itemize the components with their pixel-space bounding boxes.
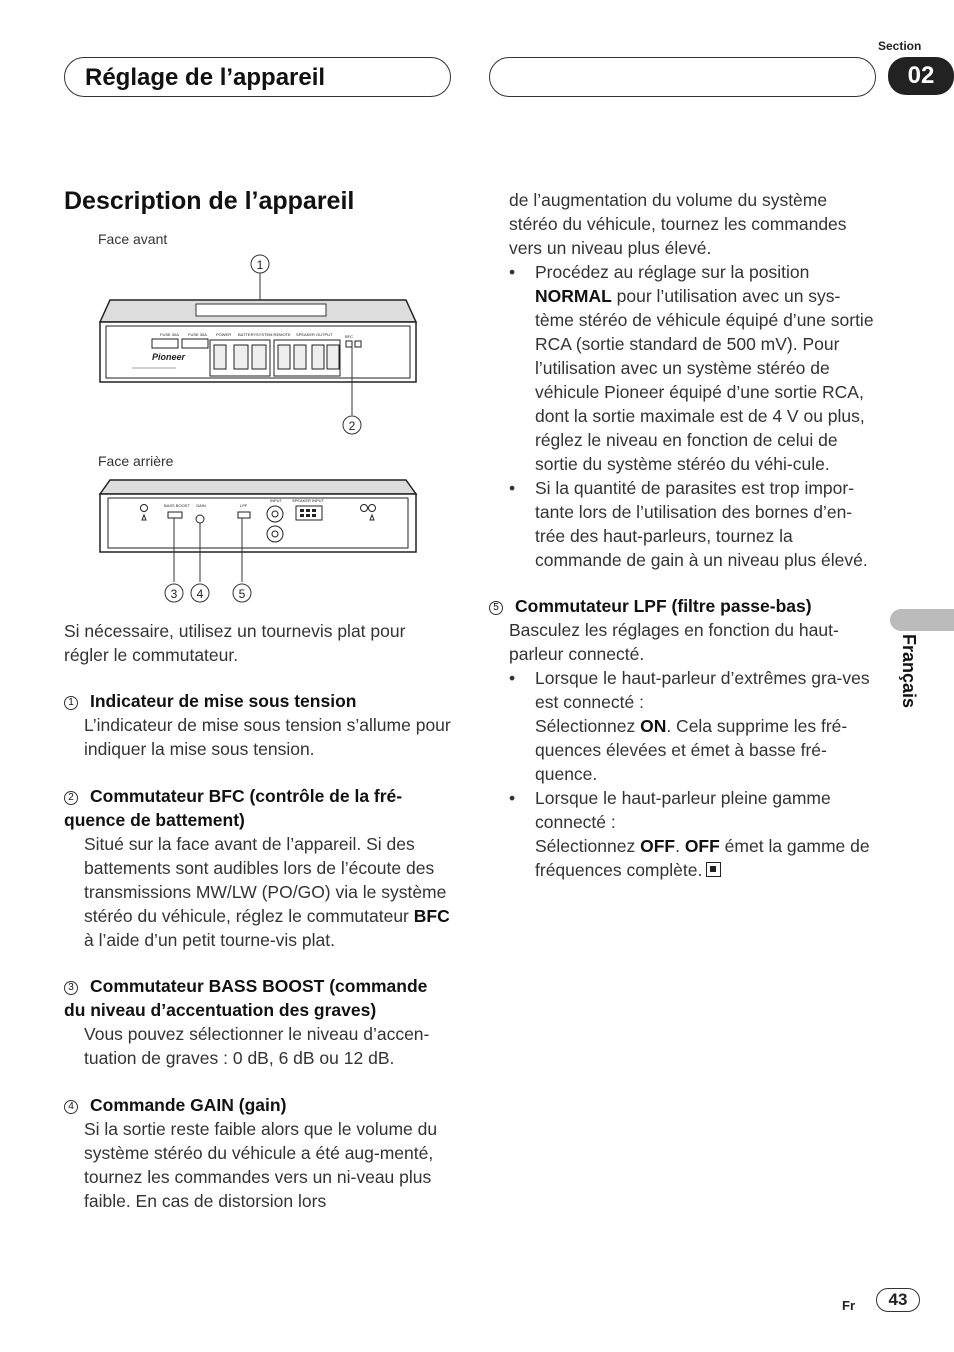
svg-text:3: 3 <box>170 587 178 601</box>
svg-text:Pioneer: Pioneer <box>152 352 186 362</box>
item-3: 3 Commutateur BASS BOOST (commande du niveau d’accentuation des graves) Vous pouvez sélectionner le niveau d’accen-tuation de graves : 0 dB, 6 dB ou 12 dB. <box>64 974 452 1070</box>
footer-lang-code: Fr <box>842 1298 855 1313</box>
amplifier-rear-illustration <box>96 472 426 612</box>
item-4-heading: Commande GAIN (gain) <box>90 1095 287 1115</box>
item-3-heading: Commutateur BASS BOOST (commande du niveau d’accentuation des graves) <box>64 976 428 1020</box>
language-tab <box>890 609 954 631</box>
section-label: Section <box>878 39 922 53</box>
item-5-heading: Commutateur LPF (filtre passe-bas) <box>515 596 812 616</box>
svg-text:BFC: BFC <box>345 334 353 339</box>
page-number: 43 <box>876 1288 920 1312</box>
svg-text:SPEAKER INPUT: SPEAKER INPUT <box>292 498 325 503</box>
page-title: Description de l’appareil <box>64 187 355 215</box>
item-4: 4 Commande GAIN (gain) Si la sortie reste faible alors que le volume du système stéréo du véhicule a été aug-menté, tournez les commandes vers un ni-veau plus faible. En cas de distorsion lors <box>64 1093 452 1213</box>
item-1-text: L’indicateur de mise sous tension s’allume pour indiquer la mise sous tension. <box>84 715 451 759</box>
svg-text:5: 5 <box>238 587 246 601</box>
item-5-bullet-1: • Lorsque le haut-parleur d’extrêmes gra-ves est connecté : Sélectionnez ON. Cela supprime les fré-quences élevées et émet à basse fré-quence. <box>509 666 879 786</box>
svg-text:POWER: POWER <box>216 332 232 337</box>
item-3-text: Vous pouvez sélectionner le niveau d’accen-tuation de graves : 0 dB, 6 dB ou 12 dB. <box>84 1024 430 1068</box>
svg-text:LPF: LPF <box>240 503 248 508</box>
language-label: Français <box>899 634 919 709</box>
item-4-bullet-1: • Procédez au réglage sur la position NORMAL pour l’utilisation avec un sys-tème stéréo de véhicule équipé d’une sortie RCA (sortie standard de 500 mV). Pour l’utilisation avec un système stéréo de véhicule Pioneer équipé d’une sortie RCA, dont la sortie maximale est de 4 V ou plus, réglez le niveau en fonction de celui de sortie du système stéréo du véhi-cule. <box>509 260 879 476</box>
item-1: 1 Indicateur de mise sous tension L’indicateur de mise sous tension s’allume pour indiquer la mise sous tension. <box>64 689 452 761</box>
item-1-heading: Indicateur de mise sous tension <box>90 691 357 711</box>
svg-text:FUSE 30A: FUSE 30A <box>160 332 179 337</box>
item-4-text: Si la sortie reste faible alors que le volume du système stéréo du véhicule a été aug-menté, tournez les commandes vers un ni-veau plus faible. En cas de distorsion lors <box>84 1119 438 1211</box>
item-5-text: Basculez les réglages en fonction du haut-parleur connecté. <box>509 620 839 664</box>
section-number-badge: 02 <box>888 57 954 95</box>
end-of-section-icon <box>706 862 721 877</box>
amplifier-front-illustration <box>96 250 426 440</box>
item-5: 5 Commutateur LPF (filtre passe-bas) Basculez les réglages en fonction du haut-parleur connecté. <box>489 594 879 666</box>
item-2: 2 Commutateur BFC (contrôle de la fré-quence de battement) Situé sur la face avant de l’appareil. Si des battements sont audibles lors de l’écoute des transmissions MW/LW (PO/GO) via le système stéréo du véhicule, réglez le commutateur BFC à l’aide d’un petit tourne-vis plat. <box>64 784 452 952</box>
header-title: Réglage de l’appareil <box>85 64 326 91</box>
svg-text:1: 1 <box>256 258 264 272</box>
front-caption: Face avant <box>98 231 168 247</box>
svg-text:FUSE 30A: FUSE 30A <box>188 332 207 337</box>
header-blank-pill <box>489 57 876 97</box>
svg-text:GAIN: GAIN <box>196 503 206 508</box>
item-2-text: Situé sur la face avant de l’appareil. Si des battements sont audibles lors de l’écoute des transmissions MW/LW (PO/GO) via le système stéréo du véhicule, réglez le commutateur BFC à l’aide d’un petit tourne-vis plat. <box>84 834 450 950</box>
item-4-continuation: de l’augmentation du volume du système stéréo du véhicule, tournez les commandes vers un niveau plus élevé. <box>509 190 847 258</box>
item-4-bullet-2: • Si la quantité de parasites est trop impor-tante lors de l’utilisation des bornes d’en-trée des haut-parleurs, tournez la commande de gain à un niveau plus élevé. <box>509 476 879 572</box>
svg-text:SPEAKER OUTPUT: SPEAKER OUTPUT <box>296 332 333 337</box>
item-5-bullet-2: • Lorsque le haut-parleur pleine gamme connecté : Sélectionnez OFF. OFF émet la gamme de fréquences complète. <box>509 786 879 882</box>
svg-text:BATTERY: BATTERY <box>238 332 257 337</box>
svg-text:BASS BOOST: BASS BOOST <box>164 503 190 508</box>
svg-text:SYSTEM REMOTE: SYSTEM REMOTE <box>256 332 291 337</box>
right-column <box>493 188 879 882</box>
svg-text:4: 4 <box>196 587 204 601</box>
header-title-pill <box>64 57 451 97</box>
svg-text:2: 2 <box>348 419 356 433</box>
svg-text:INPUT: INPUT <box>270 498 282 503</box>
item-2-heading: Commutateur BFC (contrôle de la fré-quence de battement) <box>64 786 403 830</box>
left-column <box>64 619 452 1213</box>
rear-caption: Face arrière <box>98 453 174 469</box>
intro-text: Si nécessaire, utilisez un tournevis plat pour régler le commutateur. <box>64 621 406 665</box>
